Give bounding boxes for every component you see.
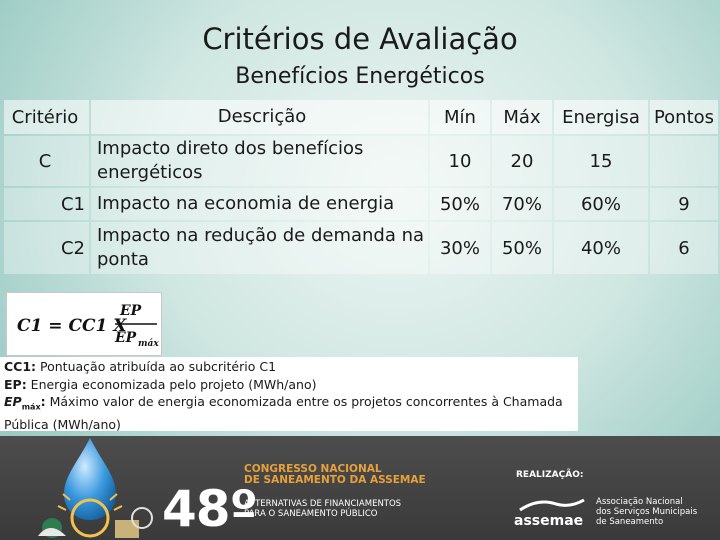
table-row <box>4 222 718 274</box>
assemae-logo-icon <box>518 496 588 512</box>
cell-criterio: C2 <box>4 222 89 274</box>
header-descricao: Descrição <box>91 100 428 134</box>
header-energisa: Energisa <box>554 100 648 134</box>
cell-max: 70% <box>492 188 552 220</box>
building-icon <box>115 520 139 538</box>
formula-numerator: EP <box>120 303 142 319</box>
gear-icon <box>132 508 152 528</box>
realizacao-label: REALIZAÇÃO: <box>516 470 584 480</box>
formula-denominator-sub: máx <box>138 339 159 349</box>
cell-descricao: Impacto na economia de energia <box>91 188 428 220</box>
edition-number: 48º <box>162 480 257 538</box>
page-subtitle: Benefícios Energéticos <box>235 64 485 89</box>
cell-pontos: 9 <box>650 188 718 220</box>
cell-max: 50% <box>492 222 552 274</box>
header-criterio: Critério <box>4 100 89 134</box>
page-title: Critérios de Avaliação <box>202 22 518 56</box>
formula <box>7 293 161 355</box>
cell-energisa: 40% <box>554 222 648 274</box>
cell-max: 20 <box>492 136 552 186</box>
header-pontos: Pontos <box>650 100 718 134</box>
header-max: Máx <box>492 100 552 134</box>
table-row <box>4 136 718 186</box>
congress-name: CONGRESSO NACIONAL DE SANEAMENTO DA ASSEMAE <box>244 463 426 486</box>
cell-criterio: C1 <box>4 188 89 220</box>
cell-pontos: 6 <box>650 222 718 274</box>
cell-min: 10 <box>430 136 490 186</box>
cell-energisa: 15 <box>554 136 648 186</box>
cell-descricao: Impacto direto dos benefícios energéticos <box>91 136 428 186</box>
cell-criterio: C <box>4 136 89 186</box>
header-min: Mín <box>430 100 490 134</box>
formula-box <box>6 292 162 356</box>
formula-denominator: EP <box>115 330 137 346</box>
legend-ep: EP: Energia economizada pelo projeto (MWh/ano) <box>4 376 317 392</box>
cell-descricao: Impacto na redução de demanda na ponta <box>91 222 428 274</box>
formula-lhs: C1 = CC1 X <box>17 316 127 336</box>
cell-min: 50% <box>430 188 490 220</box>
table-header-row <box>4 100 718 134</box>
water-drop-icon <box>64 438 116 520</box>
assemae-logo-text: assemae <box>514 513 584 529</box>
association-name: Associação Nacional dos Serviços Municipais de Saneamento <box>596 497 698 527</box>
criteria-table <box>2 98 720 276</box>
cell-energisa: 60% <box>554 188 648 220</box>
cell-pontos <box>650 136 718 186</box>
cell-min: 30% <box>430 222 490 274</box>
congress-logo-icon <box>30 436 160 540</box>
congress-tagline: A. TERNATIVAS DE FINANCIAMENTOS PARA O SANEAMENTO PÚBLICO <box>244 499 402 519</box>
legend-epmax: $EP_{máx}$: Máximo valor de energia economizada entre os projetos concorrentes à Chamada Pública (MWh/ano) <box>4 394 563 432</box>
table-row <box>4 188 718 220</box>
legend-box <box>0 357 578 431</box>
legend-cc1: CC1: Pontuação atribuída ao subcritério C1 <box>4 359 277 374</box>
